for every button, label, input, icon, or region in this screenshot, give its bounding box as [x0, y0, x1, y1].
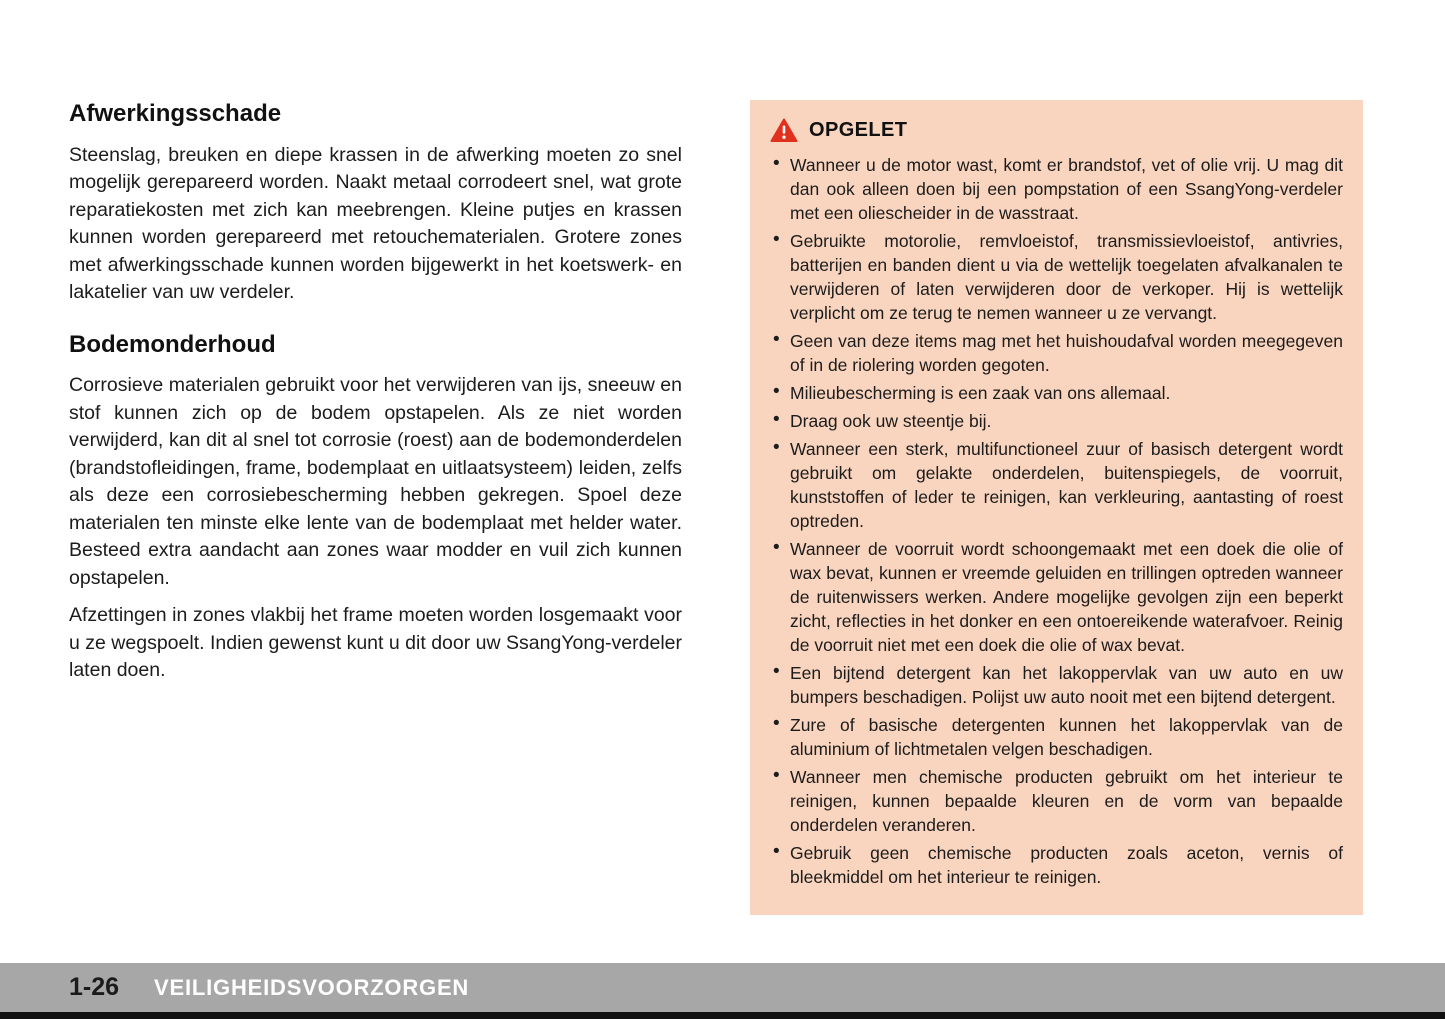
caution-bullet: • Gebruik geen chemische producten zoals aceton, vernis of bleekmiddel om het interieur te reinigen.: [768, 841, 1343, 889]
caution-bullet: • Draag ook uw steentje bij.: [768, 409, 1343, 433]
caution-title: OPGELET: [809, 119, 908, 141]
caution-bullet: • Gebruikte motorolie, remvloeistof, transmissievloeistof, antivries, batterijen en banden dient u via de wettelijk toegelaten afvalkanalen te verwijderen of laten verwijderen door de verkoper. Hij is wettelijk verplicht om ze terug te nemen wanneer u ze vervangt.: [768, 229, 1343, 325]
footer-bar: [0, 963, 1445, 1012]
section-paragraph: Corrosieve materialen gebruikt voor het verwijderen van ijs, sneeuw en stof kunnen zich op de bodem opstapelen. Als ze niet worden verwijderd, kan dit al snel tot corrosie (roest) aan de bodemonderdelen (brandstofleidingen, frame, bodemplaat en uitlaatsysteem) leiden, zelfs als deze een corrosiebescherming hebben gekregen. Spoel deze materialen ten minste elke lente van de bodemplaat met helder water. Besteed extra aandacht aan zones waar modder en vuil zich kunnen opstapelen.: [69, 374, 682, 589]
caution-bullet: • Wanneer u de motor wast, komt er brandstof, vet of olie vrij. U mag dit dan ook alleen doen bij een pompstation of een SsangYong-verdeler met een oliescheider in de wasstraat.: [768, 153, 1343, 225]
footer-page-number: 1-26: [69, 973, 120, 1001]
section-heading: Bodemonderhoud: [69, 330, 276, 358]
caution-box: [750, 100, 1363, 915]
section-paragraph: Steenslag, breuken en diepe krassen in de afwerking moeten zo snel mogelijk gerepareerd worden. Naakt metaal corrodeert snel, wat grote reparatiekosten met zich kan meebrengen. Kleine putjes en krassen kunnen worden gerepareerd met retouchematerialen. Grotere zones met afwerkingsschade kunnen worden bijgewerkt in het koetswerk- en lakatelier van uw verdeler.: [69, 143, 682, 304]
caution-bullet: • Geen van deze items mag met het huishoudafval worden meegegeven of in de riolering worden gegoten.: [768, 329, 1343, 377]
caution-bullet: • Wanneer een sterk, multifunctioneel zuur of basisch detergent wordt gebruikt om gelakte onderdelen, buitenspiegels, de voorruit, kunststoffen of leder te reinigen, kan verkleuring, aantasting of roest optreden.: [768, 437, 1343, 533]
caution-bullet: • Wanneer de voorruit wordt schoongemaakt met een doek die olie of wax bevat, kunnen er vreemde geluiden en trillingen optreden wanneer de ruitenwissers werken. Andere mogelijke gevolgen zijn een beperkt zicht, reflecties in het donker en een ontoereikende waterafvoer. Reinig de voorruit niet met een doek die olie of wax bevat.: [768, 537, 1343, 657]
caution-bullet: • Een bijtend detergent kan het lakoppervlak van uw auto en uw bumpers beschadigen. Polijst uw auto nooit met een bijtend detergent.: [768, 661, 1343, 709]
caution-bullet: • Wanneer men chemische producten gebruikt om het interieur te reinigen, kunnen bepaalde kleuren en de vorm van bepaalde onderdelen veranderen.: [768, 765, 1343, 837]
caution-header: [770, 118, 1343, 143]
caution-bullet-list: [768, 153, 1343, 889]
left-column: [69, 100, 682, 709]
caution-bullet: • Milieubescherming is een zaak van ons allemaal.: [768, 381, 1343, 405]
warning-triangle-icon: [770, 118, 798, 143]
section-afwerkingsschade: [69, 100, 682, 307]
section-paragraph: Afzettingen in zones vlakbij het frame moeten worden losgemaakt voor u ze wegspoelt. Indien gewenst kunt u dit door uw SsangYong-verdeler laten doen.: [69, 604, 682, 682]
page-bottom-edge: [0, 1012, 1445, 1019]
section-bodemonderhoud: [69, 331, 682, 685]
caution-bullet: • Zure of basische detergenten kunnen het lakoppervlak van de aluminium of lichtmetalen velgen beschadigen.: [768, 713, 1343, 761]
section-heading: Afwerkingsschade: [69, 100, 282, 127]
footer-section-title: VEILIGHEIDSVOORZORGEN: [154, 974, 470, 1000]
